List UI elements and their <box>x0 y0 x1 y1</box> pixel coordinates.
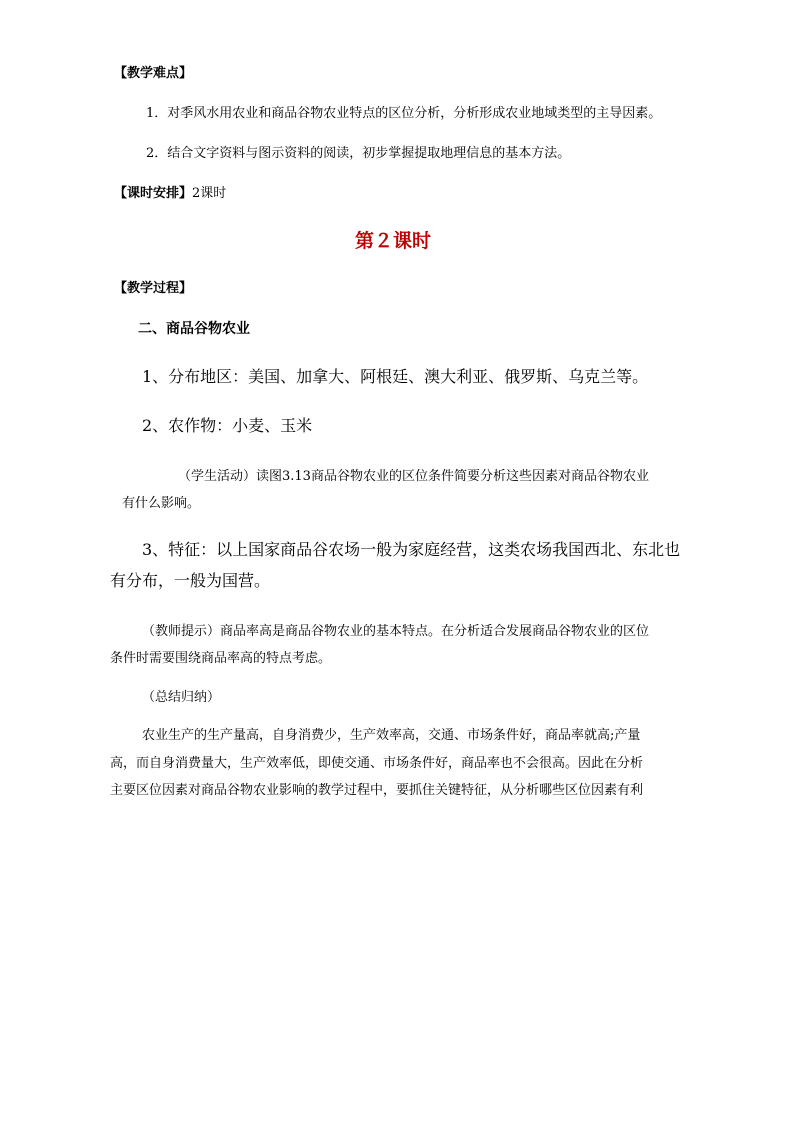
summary-line-3: 主要区位因素对商品谷物农业影响的教学过程中，要抓住关键特征，从分析哪些区位因素有利 <box>110 783 644 798</box>
lesson-title: 第２课时 <box>355 230 432 252</box>
schedule-line <box>114 182 226 201</box>
summary-line-2: 高，而自身消费量大，生产效率低，即使交通、市场条件好，商品率也不会很高。因此在分析 <box>110 756 644 771</box>
teacher-tip-line-1: （教师提示）商品率高是商品谷物农业的基本特点。在分析适合发展商品谷物农业的区位 <box>142 624 650 639</box>
item-3-features-line-2: 有分布，一般为国营。 <box>110 571 271 590</box>
student-activity-line-2: 有什么影响。 <box>122 496 201 511</box>
schedule-value: 2课时 <box>192 186 227 201</box>
item-3-features-line-1: 3、特征：以上国家商品谷农场一般为家庭经营，这类农场我国西北、东北也 <box>142 540 681 559</box>
difficulty-item-2: 2．结合文字资料与图示资料的阅读，初步掌握提取地理信息的基本方法。 <box>146 146 571 161</box>
difficulty-item-1: 1．对季风水用农业和商品谷物农业特点的区位分析，分析形成农业地域类型的主导因素。 <box>146 106 662 121</box>
schedule-heading: 【课时安排】 <box>114 186 193 201</box>
item-1-distribution: 1、分布地区：美国、加拿大、阿根廷、澳大利亚、俄罗斯、乌克兰等。 <box>142 367 649 386</box>
student-activity-line-1: （学生活动）读图3.13商品谷物农业的区位条件简要分析这些因素对商品谷物农业 <box>178 469 649 484</box>
item-2-crops: 2、农作物：小麦、玉米 <box>142 416 313 435</box>
process-heading: 【教学过程】 <box>114 281 193 296</box>
summary-line-1: 农业生产的生产量高，自身消费少，生产效率高，交通、市场条件好，商品率就高;产量 <box>142 728 641 743</box>
subsection-title: 二、商品谷物农业 <box>138 321 250 337</box>
summary-heading: （总结归纳） <box>142 690 221 705</box>
difficulty-heading: 【教学难点】 <box>114 66 193 81</box>
teacher-tip-line-2: 条件时需要围绕商品率高的特点考虑。 <box>110 651 332 666</box>
